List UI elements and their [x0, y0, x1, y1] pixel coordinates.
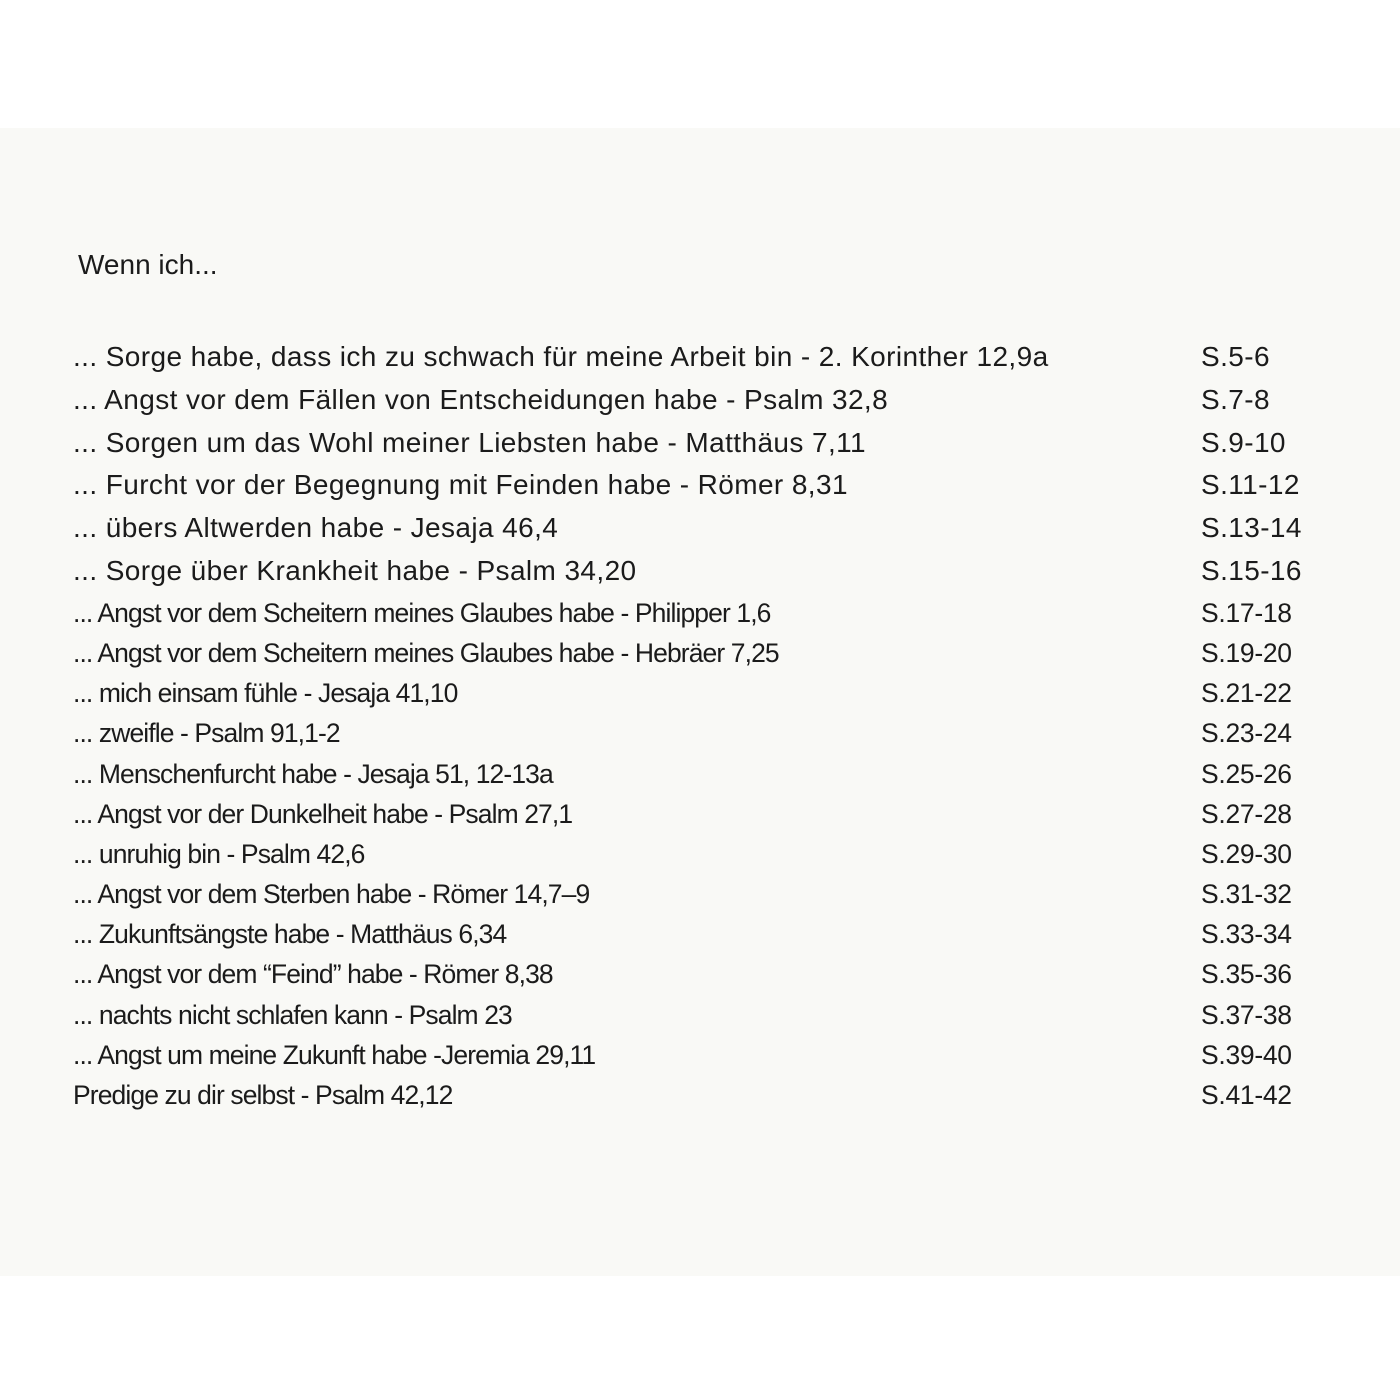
toc-entry-pages: S.37-38 — [1201, 999, 1292, 1030]
toc-entry — [73, 914, 1333, 954]
toc-entry — [73, 507, 1333, 550]
toc-entry — [73, 794, 1333, 834]
toc-entry-text: Predige zu dir selbst - Psalm 42,12 — [73, 1080, 453, 1111]
toc-entry — [73, 713, 1333, 753]
toc-entry — [73, 834, 1333, 874]
toc-entry — [73, 754, 1333, 794]
toc-entry — [73, 1035, 1333, 1075]
toc-entry-text: ... zweifle - Psalm 91,1-2 — [73, 718, 340, 749]
toc-entry-pages: S.15-16 — [1201, 554, 1302, 586]
toc-entry-text: ... Angst vor dem “Feind” habe - Römer 8,38 — [73, 959, 553, 990]
toc-entry-text: ... übers Altwerden habe - Jesaja 46,4 — [73, 512, 559, 544]
toc-entry-text: ... Sorge über Krankheit habe - Psalm 34,20 — [73, 554, 637, 586]
toc-entry — [73, 995, 1333, 1035]
toc-entry-text: ... Angst vor dem Fällen von Entscheidungen habe - Psalm 32,8 — [73, 383, 889, 415]
toc-entry-text: ... nachts nicht schlafen kann - Psalm 23 — [73, 999, 512, 1030]
toc-entry-text: ... Menschenfurcht habe - Jesaja 51, 12-13a — [73, 758, 553, 789]
toc-entry — [73, 1075, 1333, 1115]
toc-entry — [73, 954, 1333, 994]
toc-entry — [73, 874, 1333, 914]
toc-entry-pages: S.17-18 — [1201, 597, 1292, 628]
toc-entry-text: ... Angst um meine Zukunft habe -Jeremia 29,11 — [73, 1039, 596, 1070]
toc-entry-text: ... Sorgen um das Wohl meiner Liebsten habe - Matthäus 7,11 — [73, 426, 866, 458]
toc-entry-text: ... Furcht vor der Begegnung mit Feinden habe - Römer 8,31 — [73, 469, 848, 501]
toc-entry-pages: S.13-14 — [1201, 512, 1302, 544]
toc-entry-pages: S.23-24 — [1201, 718, 1292, 749]
toc-entry-text: ... Angst vor der Dunkelheit habe - Psalm 27,1 — [73, 798, 573, 829]
toc-entry-text: ... Angst vor dem Scheitern meines Glaubes habe - Philipper 1,6 — [73, 597, 771, 628]
toc-entry-pages: S.31-32 — [1201, 879, 1292, 910]
toc-entry-pages: S.25-26 — [1201, 758, 1292, 789]
toc-entry-pages: S.5-6 — [1201, 341, 1270, 372]
toc-entry-pages: S.19-20 — [1201, 637, 1292, 668]
toc-entry-pages: S.7-8 — [1201, 383, 1270, 415]
toc-entry-text: ... Angst vor dem Scheitern meines Glaubes habe - Hebräer 7,25 — [73, 637, 779, 668]
toc-entry — [73, 464, 1333, 507]
toc-entry-pages: S.41-42 — [1201, 1080, 1292, 1111]
toc-entry-text: ... mich einsam fühle - Jesaja 41,10 — [73, 678, 458, 709]
toc-entry — [73, 633, 1333, 673]
toc-entry-pages: S.11-12 — [1201, 469, 1300, 501]
toc-entry-text: ... Sorge habe, dass ich zu schwach für meine Arbeit bin - 2. Korinther 12,9a — [73, 341, 1049, 372]
toc-entry-pages: S.21-22 — [1201, 678, 1292, 709]
toc-entry — [73, 336, 1333, 379]
toc-entry — [73, 593, 1333, 633]
toc-entry-text: ... Angst vor dem Sterben habe - Römer 14,7–9 — [73, 879, 590, 910]
toc-entry-text: ... Zukunftsängste habe - Matthäus 6,34 — [73, 919, 507, 950]
toc-entry-pages: S.39-40 — [1201, 1039, 1292, 1070]
toc-entry — [73, 379, 1333, 422]
toc-entry-pages: S.35-36 — [1201, 959, 1292, 990]
toc-entry-text: ... unruhig bin - Psalm 42,6 — [73, 838, 365, 869]
toc-entry-pages: S.27-28 — [1201, 798, 1292, 829]
toc-entry-pages: S.29-30 — [1201, 838, 1292, 869]
table-of-contents — [73, 336, 1333, 1115]
toc-entry-pages: S.9-10 — [1201, 426, 1286, 458]
document-page — [0, 128, 1400, 1276]
toc-entry — [73, 422, 1333, 465]
toc-entry-pages: S.33-34 — [1201, 919, 1292, 950]
toc-entry — [73, 673, 1333, 713]
toc-heading: Wenn ich... — [78, 249, 218, 280]
toc-entry — [73, 550, 1333, 593]
